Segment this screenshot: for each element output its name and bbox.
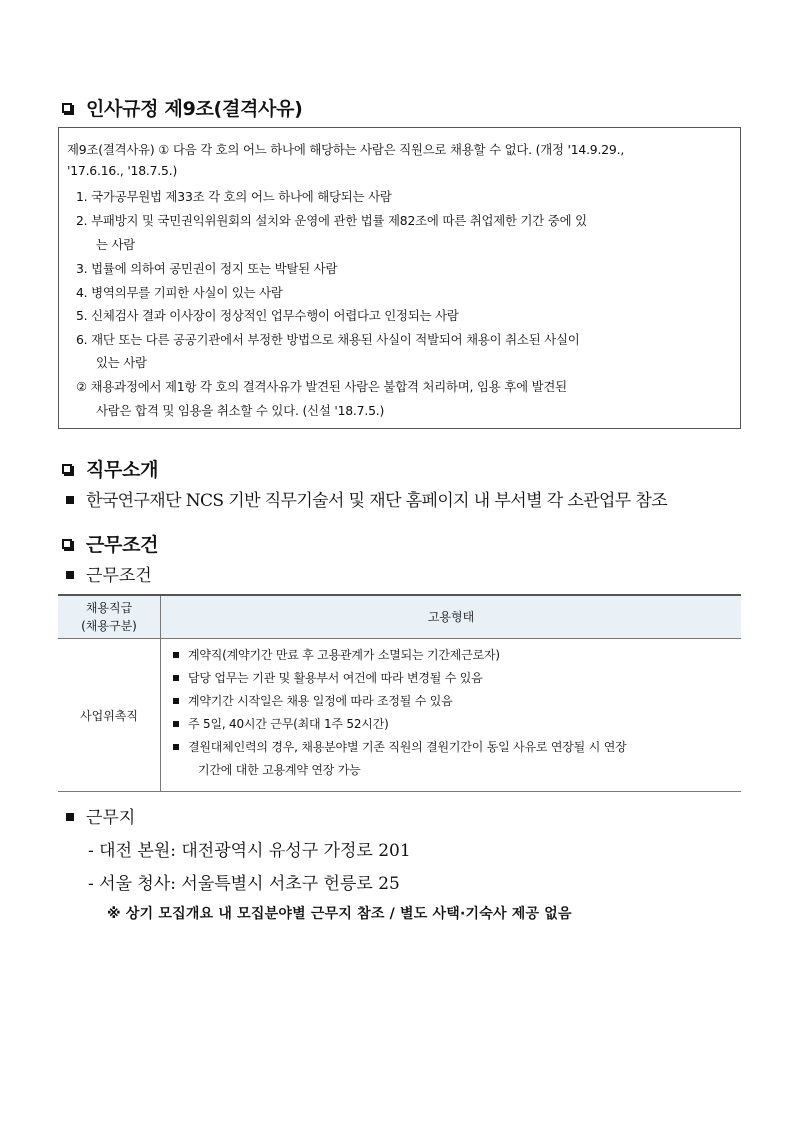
workplace-daejeon: - 대전 본원: 대전광역시 유성구 가정로 201: [88, 841, 411, 861]
section1-title: 인사규정 제9조(결격사유): [86, 98, 303, 120]
table-item: [173, 667, 741, 690]
row-items: [161, 639, 742, 792]
table-item-text: 계약기간 시작일은 채용 일정에 따라 조정될 수 있음: [188, 694, 453, 708]
small-square-bullet-icon: [173, 721, 179, 727]
small-square-bullet-icon: [173, 698, 179, 704]
header-rank: [58, 595, 161, 639]
table-item: [173, 736, 741, 759]
table-item: [173, 713, 741, 736]
box-line: 1. 국가공무원법 제33조 각 호의 어느 하나에 해당되는 사람: [76, 189, 392, 204]
box-line: '17.6.16., '18.7.5.): [67, 163, 178, 178]
small-square-bullet-icon: [173, 652, 179, 658]
small-square-bullet-icon: [173, 675, 179, 681]
small-square-bullet-icon: [173, 744, 179, 750]
section2-heading: [62, 455, 158, 482]
table-item-text: 담당 업무는 기관 및 활용부서 여건에 따라 변경될 수 있음: [188, 671, 483, 685]
hollow-square-bullet-icon: [62, 103, 72, 113]
box-line: 제9조(결격사유) ① 다음 각 호의 어느 하나에 해당하는 사람은 직원으로 채용할 수 없다. (개정 '14.9.29.,: [67, 142, 625, 157]
filled-square-bullet-icon: [66, 813, 74, 821]
header-employment-type: 고용형태: [161, 595, 742, 639]
hollow-square-bullet-icon: [62, 464, 72, 474]
box-line: 는 사람: [96, 237, 136, 252]
filled-square-bullet-icon: [66, 496, 74, 504]
workplace-seoul: - 서울 청사: 서울특별시 서초구 헌릉로 25: [88, 874, 400, 894]
section3-heading: [62, 530, 158, 557]
table-item: [173, 690, 741, 713]
table-item: [173, 644, 741, 667]
hollow-square-bullet-icon: [62, 539, 72, 549]
table-row: [58, 639, 741, 792]
section3-sub-bullet-text: 근무조건: [86, 566, 152, 586]
table-item-text: 주 5일, 40시간 근무(최대 1주 52시간): [188, 717, 389, 731]
box-line: 있는 사람: [96, 355, 147, 370]
section2-bullet-text: 한국연구재단 NCS 기반 직무기술서 및 재단 홈페이지 내 부서별 각 소관업무 참조: [86, 491, 668, 511]
box-line: 사람은 합격 및 임용을 취소할 수 있다. (신설 '18.7.5.): [96, 403, 385, 418]
box-line: 2. 부패방지 및 국민권익위원회의 설치와 운영에 관한 법률 제82조에 따른 취업제한 기간 중에 있: [76, 213, 587, 228]
employment-table: [58, 594, 741, 792]
section1-heading: [62, 94, 303, 121]
table-header-row: [58, 595, 741, 639]
workplace-bullet: [66, 803, 135, 828]
section2-bullet: [66, 486, 667, 511]
workplace-label: 근무지: [86, 808, 136, 828]
box-line: 4. 병역의무를 기피한 사실이 있는 사람: [76, 285, 283, 300]
table-item-text: 결원대체인력의 경우, 채용분야별 기존 직원의 결원기간이 동일 사유로 연장될 시 연장: [188, 740, 627, 754]
section3-title: 근무조건: [86, 534, 159, 556]
box-line: 6. 재단 또는 다른 공공기관에서 부정한 방법으로 채용된 사실이 적발되어 채용이 취소된 사실이: [76, 332, 580, 347]
header-rank-line2: (채용구분): [81, 619, 137, 633]
filled-square-bullet-icon: [66, 571, 74, 579]
box-line: 3. 법률에 의하여 공민권이 정지 또는 박탈된 사람: [76, 261, 338, 276]
workplace-note: ※ 상기 모집개요 내 모집분야별 근무지 참조 / 별도 사택·기숙사 제공 없음: [107, 906, 572, 922]
header-rank-line1: 채용직급: [85, 601, 133, 615]
box-line: ② 채용과정에서 제1항 각 호의 결격사유가 발견된 사람은 불합격 처리하며, 임용 후에 발견된: [76, 379, 567, 394]
regulation-box: [58, 127, 741, 429]
section2-title: 직무소개: [86, 459, 159, 481]
table-item-continuation: 기간에 대한 고용계약 연장 가능: [198, 763, 361, 777]
row-label: 사업위촉직: [58, 639, 161, 792]
section3-sub-bullet: [66, 561, 152, 586]
box-line: 5. 신체검사 결과 이사장이 정상적인 업무수행이 어렵다고 인정되는 사람: [76, 308, 459, 323]
table-item-text: 계약직(계약기간 만료 후 고용관계가 소멸되는 기간제근로자): [188, 648, 500, 662]
